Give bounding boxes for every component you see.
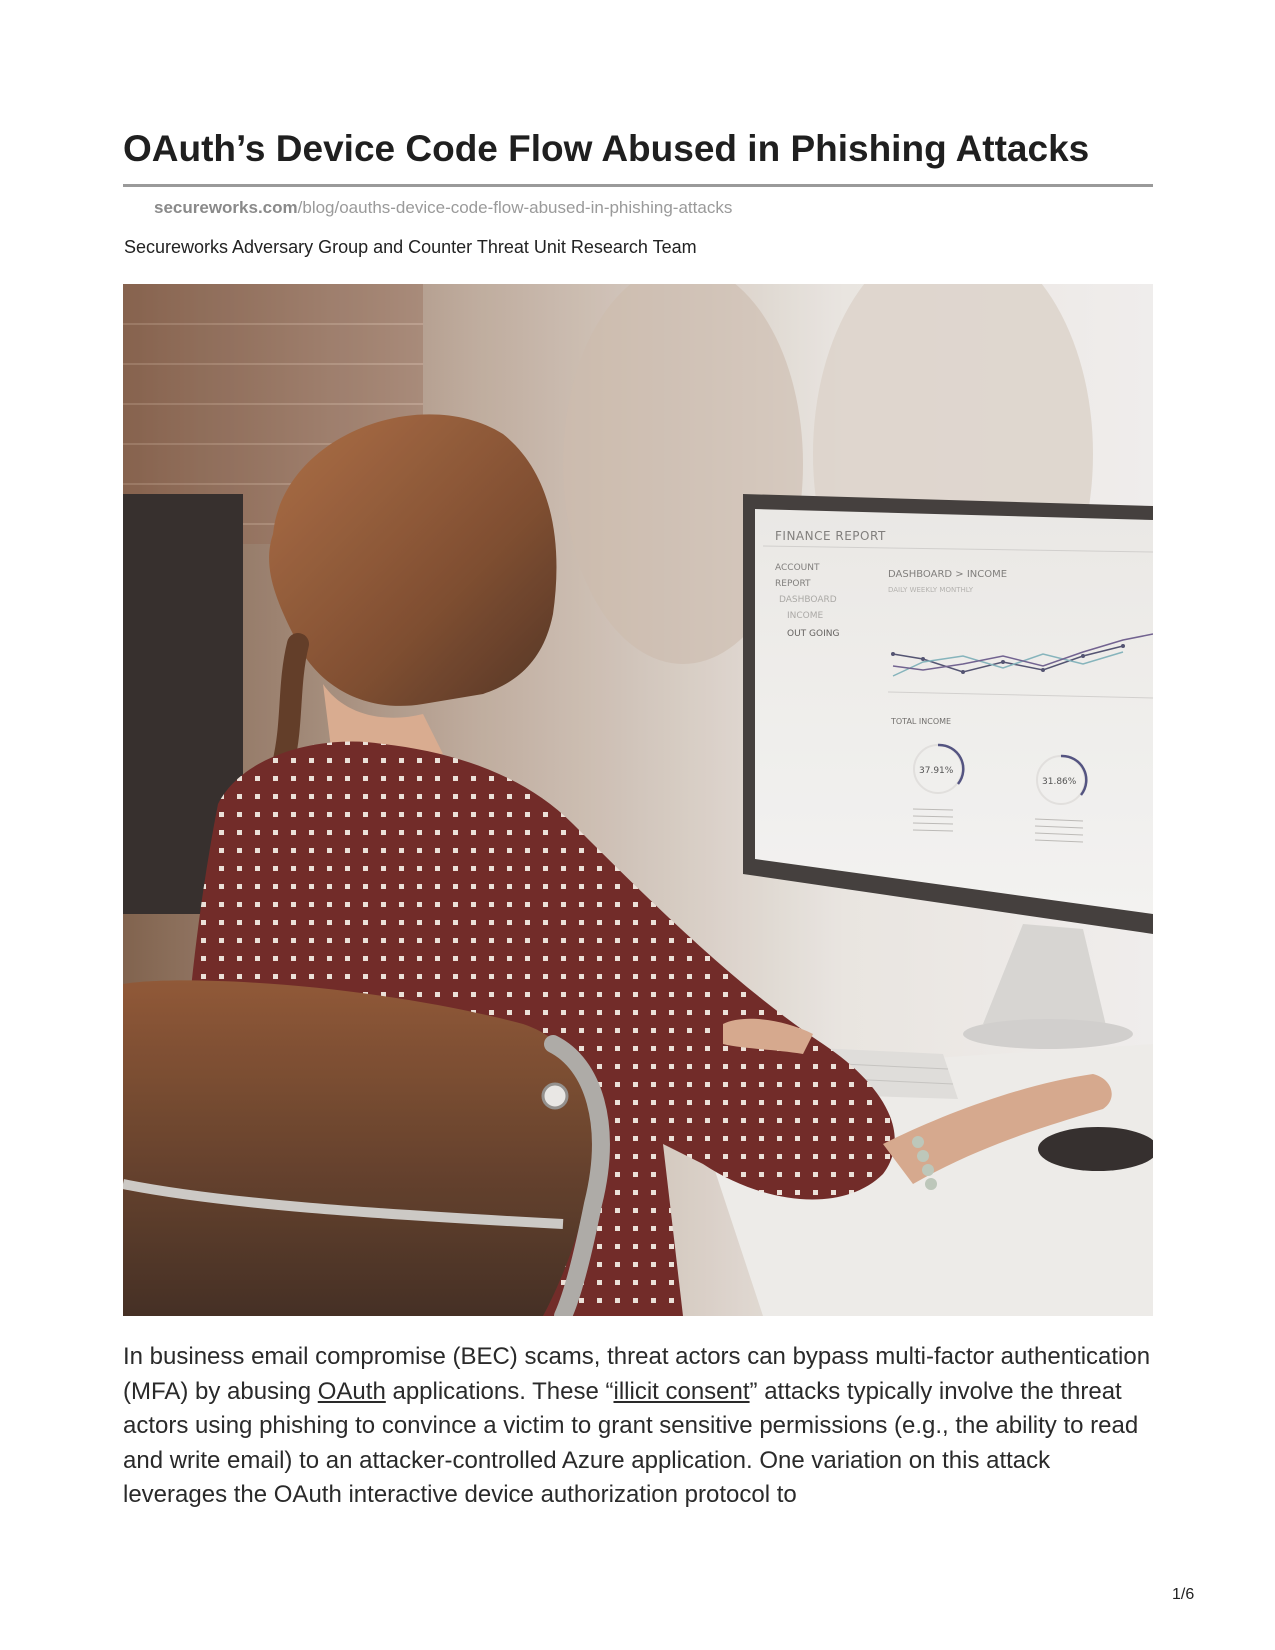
screen-gauge-2: 31.86% [1042,777,1077,787]
screen-menu-dashboard: DASHBOARD [779,595,837,605]
screen-menu-account: ACCOUNT [775,563,820,573]
screen-total-label: TOTAL INCOME [891,717,952,726]
hero-illustration [123,284,1153,1316]
screen-breadcrumb: DASHBOARD > INCOME [888,569,1008,580]
source-domain: secureworks.com [154,198,298,217]
link-oauth[interactable]: OAuth [317,1377,386,1405]
body-text-1: In business email compromise (BEC) scams, threat actors can bypass multi-factor authentication (MFA) by abusing [123,1343,1151,1405]
article-body-paragraph [123,1340,1158,1513]
screen-menu-income: INCOME [787,611,824,621]
screen-menu-outgoing: OUT GOING [787,629,840,639]
article-title: OAuth’s Device Code Flow Abused in Phishing Attacks [123,128,1090,169]
page-number: 1/6 [1172,1586,1195,1603]
title-divider [123,184,1153,187]
screen-menu-report: REPORT [775,579,811,589]
screen-header: FINANCE REPORT [775,529,886,543]
link-illicit-consent[interactable]: illicit consent [613,1377,750,1405]
source-url[interactable] [154,197,732,219]
screen-gauge-1: 37.91% [919,766,954,776]
screen-filters: DAILY WEEKLY MONTHLY [888,586,973,594]
body-text-2: applications. These “ [385,1377,614,1405]
source-path: /blog/oauths-device-code-flow-abused-in-phishing-attacks [297,198,733,217]
body-text-3: ” attacks typically involve the threat actors using phishing to convince a victim to grant sensitive permissions (e.g., the ability to read and write email) to an attacker-controlled Azure application. One variation on this attack leverages the OAuth interactive device authorization protocol to [123,1377,1139,1508]
article-author: Secureworks Adversary Group and Counter Threat Unit Research Team [124,237,697,257]
hero-image [123,284,1153,1316]
